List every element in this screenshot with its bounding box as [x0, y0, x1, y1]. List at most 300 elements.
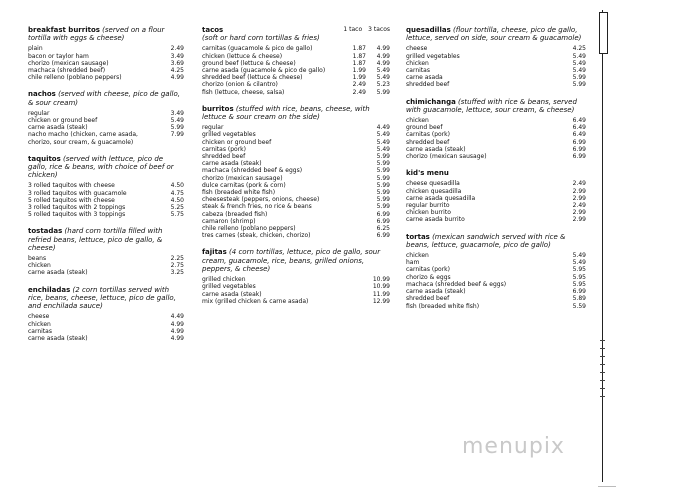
- menu-item-price-single: 1.87: [352, 59, 366, 67]
- menu-item-price: 6.99: [572, 153, 586, 161]
- section-tortas: [406, 233, 586, 310]
- menu-item-name: ground beef (lettuce & cheese): [202, 59, 296, 67]
- menupix-watermark: menupix: [462, 434, 565, 459]
- menu-item-name: carne asada (guacamole & pico de gallo): [202, 67, 326, 75]
- menu-item-row: [406, 295, 586, 302]
- menu-item-name: chicken or ground beef: [28, 117, 98, 125]
- section-desc: (soft or hard corn tortillas & fries): [202, 34, 320, 43]
- menu-item-name: carne asada (steak): [406, 145, 466, 153]
- menu-item-row: [202, 167, 390, 174]
- menu-item-price-single: 2.49: [352, 81, 366, 89]
- menu-item-price-single: 1.99: [352, 67, 366, 75]
- section-header: [28, 286, 184, 311]
- section-nachos: [28, 90, 184, 145]
- menu-item-row: [202, 45, 390, 52]
- menu-item-name: shredded beef: [406, 295, 450, 303]
- menu-item-name: carne asada quesadilla: [406, 194, 476, 202]
- menu-item-row: [202, 153, 390, 160]
- section-header: [406, 169, 586, 177]
- menu-item-price: 6.99: [572, 288, 586, 296]
- menu-item-price-triple: 5.23: [376, 81, 390, 89]
- menu-item-row: [202, 283, 390, 290]
- section-desc: (2 corn tortillas served with rice, beans, cheese, lettuce, pico de gallo, and enchilada sauce): [28, 285, 176, 311]
- menu-item-price: 4.50: [170, 196, 184, 204]
- menu-item-name: carnitas: [28, 327, 52, 335]
- section-title: nachos: [28, 90, 56, 99]
- section-desc: (flour tortilla, cheese, pico de gallo, lettuce, served on side, sour cream & guacamole): [406, 26, 582, 43]
- item-list: [28, 313, 184, 342]
- tacos-col-one-heading: 1 taco: [343, 26, 363, 33]
- menu-item-row: [406, 266, 586, 273]
- item-list: [406, 117, 586, 160]
- menu-item-row: [406, 216, 586, 223]
- menu-item-name: carnitas: [406, 67, 430, 75]
- menu-item-name: machaca (shredded beef & eggs): [406, 280, 507, 288]
- menu-item-row: [406, 188, 586, 195]
- section-title: fajitas: [202, 248, 227, 257]
- menu-item-name: carne asada (steak): [202, 290, 262, 298]
- menu-item-row: [202, 203, 390, 210]
- section-quesadillas: [406, 26, 586, 89]
- menu-item-price: 6.49: [572, 131, 586, 139]
- menu-item-name: shredded beef: [406, 81, 450, 89]
- menu-item-name: chile relleno (poblano peppers): [202, 225, 296, 233]
- menu-item-name: regular: [202, 124, 224, 132]
- menu-item-price: 5.49: [572, 67, 586, 75]
- item-list: [28, 45, 184, 81]
- menu-item-row: [28, 321, 184, 328]
- menu-item-price: 6.99: [376, 217, 390, 225]
- menu-item-row: [406, 131, 586, 138]
- menu-item-price-triple: 5.99: [376, 88, 390, 96]
- menu-item-price: 10.99: [372, 283, 390, 291]
- menu-item-row: [202, 211, 390, 218]
- menu-item-row: [202, 124, 390, 131]
- scrollbar-track[interactable]: [602, 10, 603, 482]
- menu-item-name: grilled vegetables: [202, 283, 256, 291]
- menu-item-row: [202, 189, 390, 196]
- section-tostadas: [28, 227, 184, 276]
- menu-item-row: [28, 67, 184, 74]
- item-list: [202, 276, 390, 305]
- menu-item-price: 10.99: [372, 276, 390, 284]
- menu-item-row: [28, 255, 184, 262]
- menu-item-row: [406, 53, 586, 60]
- menu-item-row: [202, 89, 390, 96]
- section-title: breakfast burritos: [28, 26, 100, 34]
- menu-item-price: 5.59: [572, 302, 586, 310]
- menu-item-price-single: 1.99: [352, 74, 366, 82]
- menu-item-price: 5.49: [376, 145, 390, 153]
- scrollbar-tick: [600, 356, 605, 357]
- menu-item-row: [406, 288, 586, 295]
- menu-item-name: chorizo & eggs: [406, 273, 451, 281]
- menu-item-row: [406, 117, 586, 124]
- menu-item-row: [406, 60, 586, 67]
- menu-item-price: 3.25: [170, 269, 184, 277]
- section-desc: (stuffed with rice, beans, cheese, with lettuce & sour cream on the side): [202, 104, 370, 122]
- section-header: [28, 155, 184, 180]
- menu-item-row: [202, 60, 390, 67]
- menu-item-name: ground beef: [406, 124, 443, 132]
- menu-item-row: [202, 131, 390, 138]
- menu-item-name: chorizo (mexican sausage): [406, 153, 487, 161]
- menu-item-name: cheese: [28, 313, 50, 321]
- section-chimichanga: [406, 98, 586, 161]
- section-fajitas: [202, 248, 390, 304]
- menu-item-row: [28, 60, 184, 67]
- menu-item-price: 5.49: [376, 131, 390, 139]
- menu-item-price-triple: 4.99: [376, 45, 390, 53]
- menu-item-name: nacho macho (chicken, carne asada, chorizo, sour cream, & guacamole): [28, 131, 138, 146]
- menu-item-row: [28, 110, 184, 117]
- scrollbar-tick: [600, 396, 605, 397]
- menu-item-name: carne asada (steak): [406, 288, 466, 296]
- menu-item-name: 5 rolled taquitos with 3 toppings: [28, 211, 126, 219]
- menu-item-row: [28, 204, 184, 211]
- menu-item-row: [202, 175, 390, 182]
- menu-item-price: 5.99: [572, 81, 586, 89]
- menu-item-name: fish (lettuce, cheese, salsa): [202, 88, 285, 96]
- menu-item-price: 5.95: [572, 280, 586, 288]
- menu-item-price: 5.75: [170, 211, 184, 219]
- menu-item-row: [406, 195, 586, 202]
- menu-item-price: 4.99: [170, 320, 184, 328]
- menu-item-price: 5.49: [376, 138, 390, 146]
- section-desc: (hard corn tortilla filled with refried beans, lettuce, pico de gallo, & cheese): [28, 227, 163, 252]
- menu-item-name: beans: [28, 255, 47, 263]
- menu-item-row: [202, 146, 390, 153]
- menu-item-price: 6.49: [572, 124, 586, 132]
- item-list: [406, 180, 586, 223]
- section-title: burritos: [202, 104, 234, 113]
- menu-item-name: chicken: [406, 252, 429, 260]
- menu-item-row: [202, 160, 390, 167]
- menu-item-row: [28, 190, 184, 197]
- menu-item-name: carne asada (steak): [202, 160, 262, 168]
- menu-item-price: 4.25: [572, 45, 586, 53]
- section-desc: (mexican sandwich served with rice & beans, lettuce, guacamole, pico de gallo): [406, 232, 566, 249]
- menu-item-name: chorizo (onion & cilantro): [202, 81, 278, 89]
- menu-item-name: 3 rolled taquitos with 2 toppings: [28, 204, 126, 212]
- menu-item-name: 3 rolled taquitos with guacamole: [28, 189, 127, 197]
- menu-item-row: [28, 131, 184, 145]
- section-desc: (served with lettuce, pico de gallo, rice & beans, with choice of beef or chicken): [28, 154, 174, 180]
- menu-item-price-triple: 5.49: [376, 74, 390, 82]
- menu-item-name: shredded beef: [406, 138, 450, 146]
- menu-item-name: carne asada: [406, 74, 443, 82]
- menu-item-name: grilled vegetables: [202, 131, 256, 139]
- menu-item-name: fish (breaded white fish): [202, 189, 276, 197]
- menu-item-price-single: 1.87: [352, 45, 366, 53]
- menu-item-price: 5.99: [376, 167, 390, 175]
- scrollbar-tick: [600, 340, 605, 341]
- section-header: [202, 248, 390, 273]
- menu-item-row: [406, 153, 586, 160]
- menu-item-name: plain: [28, 45, 43, 53]
- menu-item-price: 4.99: [170, 334, 184, 342]
- menu-item-price: 5.89: [572, 295, 586, 303]
- menu-item-row: [28, 124, 184, 131]
- menu-item-name: carne asada (steak): [28, 124, 88, 132]
- section-breakfast-burritos: [28, 26, 184, 81]
- menu-item-row: [28, 45, 184, 52]
- menu-item-price: 6.99: [376, 210, 390, 218]
- section-title: taquitos: [28, 154, 61, 163]
- menu-item-price: 2.75: [170, 262, 184, 270]
- menu-item-price: 3.49: [170, 52, 184, 60]
- menu-item-name: chicken burrito: [406, 209, 451, 217]
- menu-item-row: [406, 274, 586, 281]
- menu-item-row: [28, 328, 184, 335]
- menu-item-name: carne asada burrito: [406, 216, 465, 224]
- menu-item-row: [202, 182, 390, 189]
- menu-column-1: [28, 26, 184, 351]
- menu-item-row: [202, 276, 390, 283]
- menu-item-row: [406, 259, 586, 266]
- menu-item-price: 5.99: [376, 189, 390, 197]
- menu-item-price: 5.49: [572, 252, 586, 260]
- section-title: tacos: [202, 26, 224, 34]
- scrollbar-tick: [600, 380, 605, 381]
- menu-item-name: chicken: [28, 320, 51, 328]
- menu-item-row: [28, 211, 184, 218]
- menu-item-name: carne asada (steak): [28, 269, 88, 277]
- menu-item-name: shredded beef (lettuce & cheese): [202, 74, 303, 82]
- item-list: [28, 110, 184, 146]
- section-header: [28, 90, 184, 106]
- menu-item-name: steak & french fries, no rice & beans: [202, 203, 312, 211]
- footer-divider: [598, 486, 616, 487]
- menu-item-name: regular burrito: [406, 202, 450, 210]
- tacos-column-headings: [337, 26, 390, 33]
- menu-item-name: carnitas (pork): [202, 145, 246, 153]
- scrollbar-tick: [600, 364, 605, 365]
- menu-item-name: camaron (shrimp): [202, 217, 256, 225]
- section-header: [28, 26, 184, 42]
- menu-item-row: [28, 74, 184, 81]
- item-list: [406, 45, 586, 88]
- menu-item-row: [202, 139, 390, 146]
- menu-item-name: cabeza (breaded fish): [202, 210, 268, 218]
- menu-item-price: 5.99: [170, 124, 184, 132]
- menu-item-name: carnitas (guacamole & pico de gallo): [202, 45, 313, 53]
- section-taquitos: [28, 155, 184, 219]
- section-header: [406, 98, 586, 114]
- section-title: enchiladas: [28, 285, 71, 294]
- section-title: quesadillas: [406, 26, 451, 34]
- menu-item-row: [28, 269, 184, 276]
- menu-item-name: chicken: [406, 59, 429, 67]
- section-header: [406, 26, 586, 42]
- menu-item-name: carnitas (pork): [406, 131, 450, 139]
- menu-item-name: grilled vegetables: [406, 52, 460, 60]
- menu-item-price: 7.99: [170, 131, 184, 139]
- menu-item-row: [202, 67, 390, 74]
- menu-item-row: [406, 45, 586, 52]
- section-header: [28, 227, 184, 252]
- section-title: chimichanga: [406, 97, 456, 106]
- item-list: [28, 182, 184, 218]
- menu-item-row: [28, 53, 184, 60]
- menu-item-price: 6.99: [376, 232, 390, 240]
- menu-item-row: [202, 232, 390, 239]
- vertical-scrollbar[interactable]: [596, 10, 610, 482]
- section-desc: (stuffed with rice & beans, served with guacamole, lettuce, sour cream, & cheese): [406, 97, 577, 114]
- menu-item-price: 2.49: [170, 45, 184, 53]
- menu-item-name: chicken or ground beef: [202, 138, 272, 146]
- menu-item-price: 6.49: [572, 117, 586, 125]
- section-title: kid's menu: [406, 169, 449, 178]
- menu-item-name: 3 rolled taquitos with cheese: [28, 182, 115, 190]
- menu-item-row: [28, 182, 184, 189]
- menu-item-row: [28, 197, 184, 204]
- section-desc: (served with cheese, pico de gallo, & sour cream): [28, 90, 180, 107]
- scrollbar-tick: [600, 388, 605, 389]
- section-title: tortas: [406, 232, 430, 241]
- section-tacos: [202, 26, 390, 96]
- menu-item-price: 2.99: [572, 194, 586, 202]
- menu-item-price: 3.49: [170, 109, 184, 117]
- menu-item-row: [28, 262, 184, 269]
- menu-item-name: machaca (shredded beef): [28, 67, 106, 75]
- menu-item-row: [202, 298, 390, 305]
- menu-item-row: [202, 225, 390, 232]
- menu-column-3: [406, 26, 586, 319]
- menu-item-row: [202, 74, 390, 81]
- tacos-col-three-heading: 3 tacos: [368, 26, 390, 33]
- menu-item-price: 2.25: [170, 255, 184, 263]
- menu-item-price: 2.49: [572, 180, 586, 188]
- menu-item-row: [406, 209, 586, 216]
- menu-item-price: 11.99: [372, 290, 390, 298]
- scrollbar-tick: [600, 348, 605, 349]
- menu-item-price: 5.49: [572, 59, 586, 67]
- scrollbar-thumb-icon[interactable]: [599, 12, 608, 54]
- menu-item-name: chorizo (mexican sausage): [202, 174, 283, 182]
- menu-item-name: carne asada (steak): [28, 334, 88, 342]
- menu-item-name: mix (grilled chicken & carne asada): [202, 297, 309, 305]
- menu-item-row: [406, 74, 586, 81]
- menu-item-price: 5.49: [170, 117, 184, 125]
- menu-item-price: 4.75: [170, 189, 184, 197]
- menu-item-row: [406, 139, 586, 146]
- item-list: [202, 124, 390, 239]
- menu-item-name: regular: [28, 109, 50, 117]
- menu-item-price-single: 1.87: [352, 52, 366, 60]
- menu-item-price: 5.99: [376, 160, 390, 168]
- menu-item-name: shredded beef: [202, 153, 246, 161]
- menu-item-row: [406, 124, 586, 131]
- section-desc: (4 corn tortillas, lettuce, pico de gallo, sour cream, guacamole, rice, beans, grilled onions, peppers, & cheese): [202, 248, 381, 273]
- menu-item-row: [406, 281, 586, 288]
- section-header: [406, 233, 586, 249]
- menu-item-price: 5.99: [376, 203, 390, 211]
- menu-item-price: 4.25: [170, 67, 184, 75]
- menu-item-name: fish (breaded white fish): [406, 302, 480, 310]
- section-enchiladas: [28, 286, 184, 342]
- scrollbar-tick: [600, 372, 605, 373]
- menu-item-name: chicken (lettuce & cheese): [202, 52, 283, 60]
- menu-item-price: 6.99: [572, 138, 586, 146]
- section-title: tostadas: [28, 227, 63, 236]
- menu-item-row: [202, 218, 390, 225]
- menu-item-price: 5.49: [572, 52, 586, 60]
- menu-item-row: [28, 313, 184, 320]
- menu-item-price-triple: 4.99: [376, 52, 390, 60]
- section-kids-menu: [406, 169, 586, 223]
- menu-item-row: [202, 53, 390, 60]
- menu-item-row: [406, 146, 586, 153]
- menu-item-row: [202, 81, 390, 88]
- menu-item-name: machaca (shredded beef & eggs): [202, 167, 303, 175]
- menu-item-name: chicken: [406, 117, 429, 125]
- menu-item-name: chile relleno (poblano peppers): [28, 74, 122, 82]
- item-list: [202, 45, 390, 95]
- menu-item-price: 5.25: [170, 204, 184, 212]
- menu-item-price: 5.95: [572, 266, 586, 274]
- menu-item-price-triple: 4.99: [376, 59, 390, 67]
- menu-column-2: [202, 26, 390, 314]
- menu-item-row: [202, 196, 390, 203]
- menu-item-price: 5.99: [376, 181, 390, 189]
- menu-item-price: 2.49: [572, 202, 586, 210]
- menu-item-name: 5 rolled taquitos with cheese: [28, 196, 115, 204]
- item-list: [28, 255, 184, 277]
- menu-item-price: 5.49: [572, 259, 586, 267]
- menu-item-price: 5.99: [376, 153, 390, 161]
- menu-item-name: chicken: [28, 262, 51, 270]
- menu-item-price: 4.99: [170, 74, 184, 82]
- menu-item-price: 3.69: [170, 59, 184, 67]
- menu-item-name: cheese quesadilla: [406, 180, 460, 188]
- menu-item-name: chorizo (mexican sausage): [28, 59, 109, 67]
- menu-item-price: 5.99: [376, 196, 390, 204]
- menu-item-row: [406, 202, 586, 209]
- menu-item-price: 5.95: [572, 273, 586, 281]
- menu-item-name: carnitas (pork): [406, 266, 450, 274]
- menu-item-row: [406, 81, 586, 88]
- menu-item-name: grilled chicken: [202, 276, 246, 284]
- menu-item-price: 2.99: [572, 216, 586, 224]
- section-desc: (served on a flour tortilla with eggs & cheese): [28, 26, 165, 43]
- menu-item-price: 4.49: [376, 124, 390, 132]
- menu-item-price: 5.99: [572, 74, 586, 82]
- menu-item-name: bacon or taylor ham: [28, 52, 89, 60]
- menu-item-price: 2.99: [572, 209, 586, 217]
- menu-item-price: 4.49: [170, 313, 184, 321]
- menu-item-row: [406, 67, 586, 74]
- menu-item-price-single: 2.49: [352, 88, 366, 96]
- menu-item-row: [406, 252, 586, 259]
- menu-item-row: [28, 335, 184, 342]
- item-list: [406, 252, 586, 310]
- menu-item-row: [406, 180, 586, 187]
- menu-item-price: 2.99: [572, 187, 586, 195]
- menu-item-name: cheesesteak (peppers, onions, cheese): [202, 196, 320, 204]
- menu-item-name: ham: [406, 259, 420, 267]
- menu-item-name: cheese: [406, 45, 428, 53]
- menu-item-price-triple: 5.49: [376, 67, 390, 75]
- menu-item-price: 12.99: [372, 297, 390, 305]
- menu-item-name: tres carnes (steak, chicken, chorizo): [202, 232, 311, 240]
- section-burritos: [202, 105, 390, 240]
- menu-item-row: [28, 117, 184, 124]
- menu-item-price: 6.99: [572, 145, 586, 153]
- menu-item-price: 4.50: [170, 182, 184, 190]
- menu-item-name: chicken quesadilla: [406, 187, 462, 195]
- menu-item-name: dulce carnitas (pork & corn): [202, 181, 286, 189]
